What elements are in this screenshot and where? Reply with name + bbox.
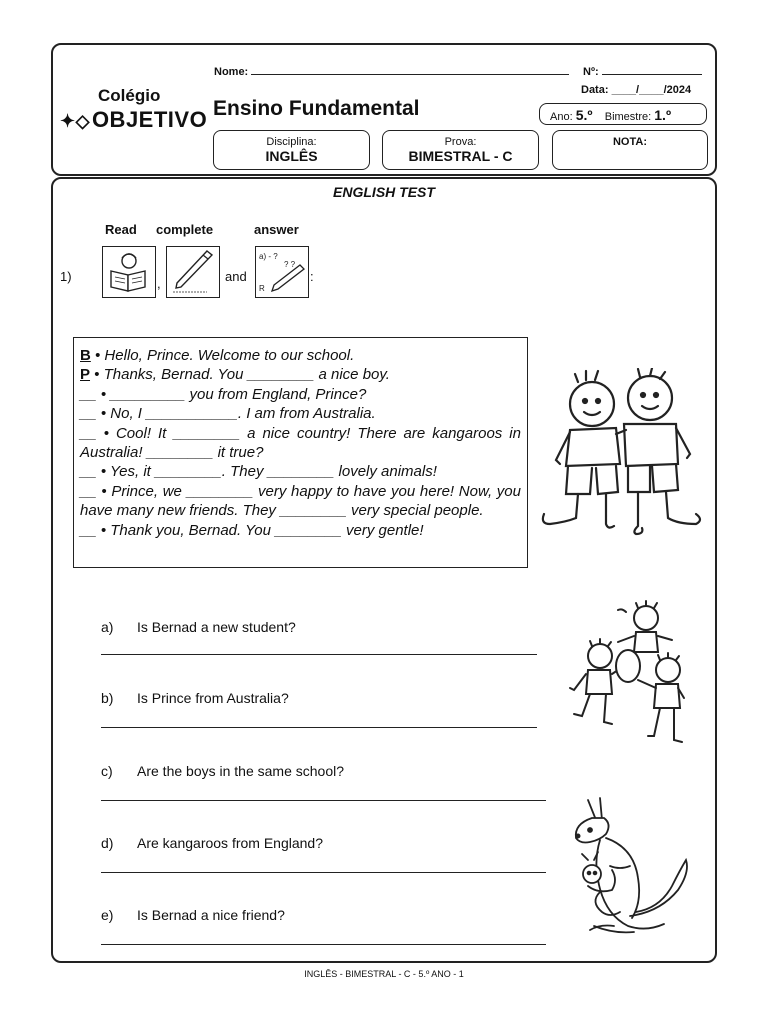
school-logo-name: OBJETIVO [91, 107, 208, 132]
instruction-complete: complete [156, 222, 214, 237]
name-blank[interactable] [251, 74, 569, 75]
dialog-line[interactable]: __ • Cool! It ________ a nice country! There are kangaroos in Australia! ________ it true? [80, 424, 521, 462]
question-letter: d) [101, 835, 114, 851]
answer-line[interactable] [101, 872, 546, 873]
dialog-line[interactable]: __ • Thank you, Bernad. You ________ very gentle! [80, 521, 424, 539]
separator-comma: , [157, 276, 161, 291]
dialog-line: B • Hello, Prince. Welcome to our school. [80, 347, 355, 364]
question-text: Are kangaroos from England? [137, 835, 323, 851]
term-label: Bimestre: [604, 111, 652, 123]
question-text: Is Bernad a new student? [137, 619, 296, 635]
reading-child-icon [102, 246, 156, 298]
instruction-answer: answer [254, 222, 299, 237]
number-blank[interactable] [602, 74, 702, 75]
date-field[interactable] [581, 84, 691, 96]
separator-colon: : [310, 269, 314, 284]
question-e [101, 907, 551, 947]
answer-line[interactable] [101, 727, 537, 728]
speaker-label: B [80, 347, 91, 364]
school-logo-top: Colégio [98, 86, 161, 105]
question-text: Are the boys in the same school? [137, 763, 345, 779]
speaker-label: P [80, 366, 91, 384]
test-title: ENGLISH TEST [333, 184, 435, 200]
question-b [101, 690, 541, 730]
answer-line[interactable] [101, 654, 537, 655]
year-label: Ano: [550, 111, 573, 123]
question-letter: a) [101, 619, 114, 635]
three-children-playing-illustration [558, 600, 688, 753]
number-field[interactable] [583, 66, 702, 78]
subject-box [213, 130, 370, 170]
level-title: Ensino Fundamental [213, 97, 420, 120]
instruction-read: Read [105, 222, 137, 237]
dialog-line[interactable]: __ • Yes, it ________. They ________ lovely animals! [80, 463, 437, 481]
date-value[interactable]: ____/____/2024 [611, 84, 692, 96]
grade-box[interactable] [552, 130, 708, 170]
term-value: 1.º [654, 107, 672, 123]
two-boys-hugging-illustration [540, 368, 712, 545]
year-term-box [539, 103, 707, 125]
grade-label: NOTA: [612, 136, 647, 148]
question-c [101, 763, 551, 803]
answer-line[interactable] [101, 944, 546, 945]
year-value: 5.º [575, 107, 593, 123]
question-1-number: 1) [60, 269, 72, 284]
svg-text:a) - ?: a) - ? [259, 252, 278, 261]
page-footer: INGLÊS - BIMESTRAL - C - 5.º ANO - 1 [304, 969, 464, 979]
dialog-line[interactable]: __ • No, I ___________. I am from Australia. [80, 405, 376, 423]
dialog-box [73, 337, 528, 568]
svg-text:? ?: ? ? [284, 260, 296, 269]
separator-and: and [225, 269, 247, 284]
date-label: Data: [581, 84, 609, 96]
question-d [101, 835, 551, 875]
subject-label: Disciplina: [266, 136, 317, 148]
kangaroo-with-joey-illustration [570, 796, 694, 947]
question-letter: e) [101, 907, 114, 923]
question-text: Is Prince from Australia? [137, 690, 289, 706]
name-field[interactable] [214, 66, 569, 78]
question-text: Is Bernad a nice friend? [137, 907, 285, 923]
name-label: Nome: [214, 66, 249, 78]
answer-sheet-icon [255, 246, 309, 298]
exam-label: Prova: [444, 136, 477, 148]
logo-mark-icon: ✦◇ [60, 111, 90, 131]
svg-text:R: R [259, 284, 265, 293]
subject-value: INGLÊS [265, 148, 318, 164]
pencil-writing-icon [166, 246, 220, 298]
question-letter: c) [101, 763, 113, 779]
question-a [101, 619, 541, 659]
exam-box [382, 130, 539, 170]
dialog-line: P • Thanks, Bernad. You ________ a nice boy. [80, 366, 390, 384]
exam-value: BIMESTRAL - C [408, 148, 513, 164]
school-logo [60, 107, 207, 133]
dialog-line[interactable]: __ • Prince, we ________ very happy to have you here! Now, you have many new friends. They ________ very special people. [80, 482, 521, 520]
dialog-line[interactable]: __ • _________ you from England, Prince? [80, 385, 367, 403]
answer-line[interactable] [101, 800, 546, 801]
question-letter: b) [101, 690, 114, 706]
number-label: Nº: [583, 66, 599, 78]
